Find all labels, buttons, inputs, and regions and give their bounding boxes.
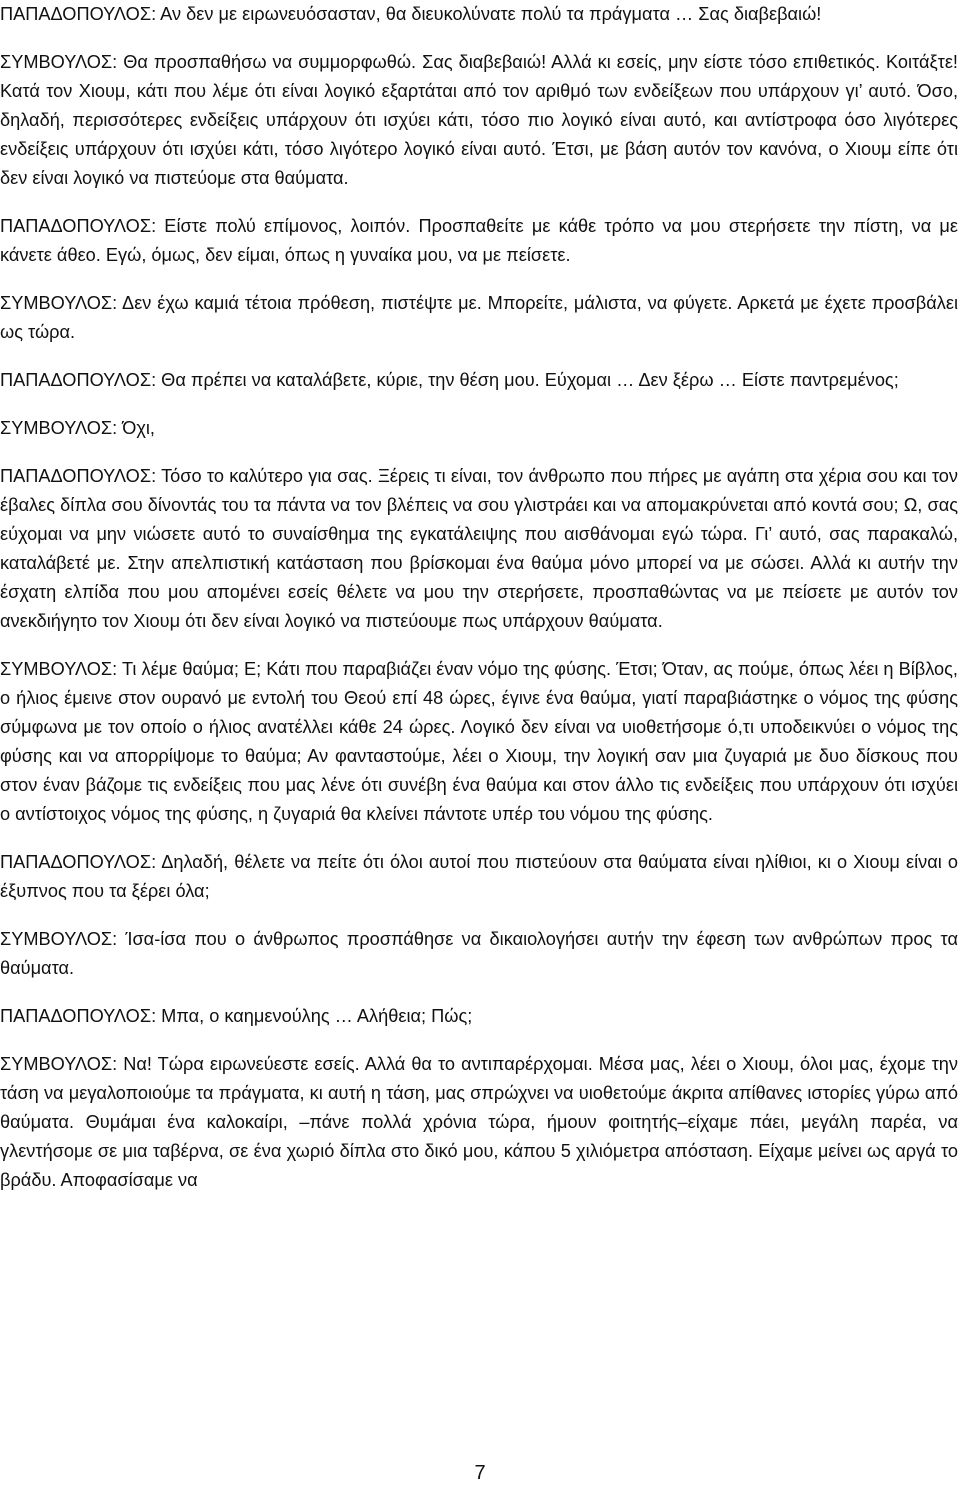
dialogue-paragraph: ΠΑΠΑΔΟΠΟΥΛΟΣ: Αν δεν με ειρωνευόσασταν, θα διευκολύνατε πολύ τα πράγματα … Σας διαβεβαιώ!	[0, 4, 822, 24]
dialogue-paragraph: ΣΥΜΒΟΥΛΟΣ: Όχι,	[0, 418, 155, 438]
page-number: 7	[474, 1462, 486, 1484]
dialogue-paragraph: ΠΑΠΑΔΟΠΟΥΛΟΣ: Δηλαδή, θέλετε να πείτε ότι όλοι αυτοί που πιστεύουν στα θαύματα είναι ηλίθιοι, κι ο Χιουμ είναι ο έξυπνος που τα ξέρει όλα;	[0, 852, 958, 901]
dialogue-paragraph: ΠΑΠΑΔΟΠΟΥΛΟΣ: Μπα, ο καημενούλης … Αλήθεια; Πώς;	[0, 1006, 473, 1026]
dialogue-paragraph: ΣΥΜΒΟΥΛΟΣ: Δεν έχω καμιά τέτοια πρόθεση, πιστέψτε με. Μπορείτε, μάλιστα, να φύγετε. Αρκετά με έχετε προσβάλει ως τώρα.	[0, 293, 958, 342]
dialogue-paragraph: ΣΥΜΒΟΥΛΟΣ: Ίσα-ίσα που ο άνθρωπος προσπάθησε να δικαιολογήσει αυτήν την έφεση των ανθρώπων προς τα θαύματα.	[0, 929, 958, 978]
dialogue-paragraph: ΠΑΠΑΔΟΠΟΥΛΟΣ: Τόσο το καλύτερο για σας. Ξέρεις τι είναι, τον άνθρωπο που πήρες με αγάπη στα χέρια σου και τον έβαλες δίπλα σου δίνοντάς του τα πάντα να τον βλέπεις να σου γλιστράει και να απομακρύνεται από κοντά σου; Ω, σας εύχομαι να μην νιώσετε αυτό το συναίσθημα της εγκατάλειψης που αισθάνομαι εγώ τώρα. Γι’ αυτό, σας παρακαλώ, καταλάβετέ με. Στην απελπιστική κατάσταση που βρίσκομαι ένα θαύμα μόνο μπορεί να με σώσει. Αλλά κι αυτήν την έσχατη ελπίδα που μου απομένει εσείς θέλετε να μου την στερήσετε, προσπαθώντας να με πείσετε με αυτόν τον ανεκδιήγητο τον Χιουμ ότι δεν είναι λογικό να πιστεύουμε πως υπάρχουν θαύματα.	[0, 466, 958, 631]
dialogue-paragraph: ΣΥΜΒΟΥΛΟΣ: Να! Τώρα ειρωνεύεστε εσείς. Αλλά θα το αντιπαρέρχομαι. Μέσα μας, λέει ο Χιουμ, όλοι μας, έχομε την τάση να μεγαλοποιούμε τα πράγματα, κι αυτή η τάση, μας σπρώχνει να υιοθετούμε άκριτα απίθανες ιστορίες γύρω από θαύματα. Θυμάμαι ένα καλοκαίρι, –πάνε πολλά χρόνια τώρα, ήμουν φοιτητής–είχαμε πάει, μεγάλη παρέα, να γλεντήσομε σε μια ταβέρνα, σε ένα χωριό δίπλα στο δικό μου, κάπου 5 χιλιόμετρα απόσταση. Είχαμε μείνει ως αργά το βράδυ. Αποφασίσαμε να	[0, 1054, 958, 1190]
dialogue-paragraph: ΠΑΠΑΔΟΠΟΥΛΟΣ: Είστε πολύ επίμονος, λοιπόν. Προσπαθείτε με κάθε τρόπο να μου στερήσετε την πίστη, να με κάνετε άθεο. Εγώ, όμως, δεν είμαι, όπως η γυναίκα μου, να με πείσετε.	[0, 216, 958, 265]
dialogue-paragraph: ΠΑΠΑΔΟΠΟΥΛΟΣ: Θα πρέπει να καταλάβετε, κύριε, την θέση μου. Εύχομαι … Δεν ξέρω … Είστε παντρεμένος;	[0, 370, 899, 390]
dialogue-paragraph: ΣΥΜΒΟΥΛΟΣ: Τι λέμε θαύμα; Ε; Κάτι που παραβιάζει έναν νόμο της φύσης. Έτσι; Όταν, ας πούμε, όπως λέει η Βίβλος, ο ήλιος έμεινε στον ουρανό με εντολή του Θεού επί 48 ώρες, έγινε ένα θαύμα, γιατί παραβιάστηκε ο νόμος της φύσης σύμφωνα με τον οποίο ο ήλιος ανατέλλει κάθε 24 ώρες. Λογικό δεν είναι να υιοθετήσομε ό,τι υποδεικνύει ο νόμος της φύσης και να απορρίψομε το θαύμα; Αν φανταστούμε, λέει ο Χιουμ, την λογική σαν μια ζυγαριά με δυο δίσκους που στον έναν βάζομε τις ενδείξεις που μας λένε ότι συνέβη ένα θαύμα και στον άλλο τις ενδείξεις που υπάρχουν ότι ισχύει ο αντίστοιχος νόμος της φύσης, η ζυγαριά θα κλείνει πάντοτε υπέρ του νόμου της φύσης.	[0, 659, 958, 824]
dialogue-paragraph: ΣΥΜΒΟΥΛΟΣ: Θα προσπαθήσω να συμμορφωθώ. Σας διαβεβαιώ! Αλλά κι εσείς, μην είστε τόσο επιθετικός. Κοιτάξτε! Κατά τον Χιουμ, κάτι που λέμε ότι είναι λογικό εξαρτάται από τον αριθμό των ενδείξεων που υπάρχουν γι’ αυτό. Όσο, δηλαδή, περισσότερες ενδείξεις υπάρχουν ότι ισχύει κάτι, τόσο πιο λογικό είναι αυτό, και αντίστροφα όσο λιγότερες ενδείξεις υπάρχουν ότι ισχύει κάτι, τόσο λιγότερο λογικό είναι αυτό. Έτσι, με βάση αυτόν τον κανόνα, ο Χιουμ είπε ότι δεν είναι λογικό να πιστεύομε στα θαύματα.	[0, 52, 958, 188]
